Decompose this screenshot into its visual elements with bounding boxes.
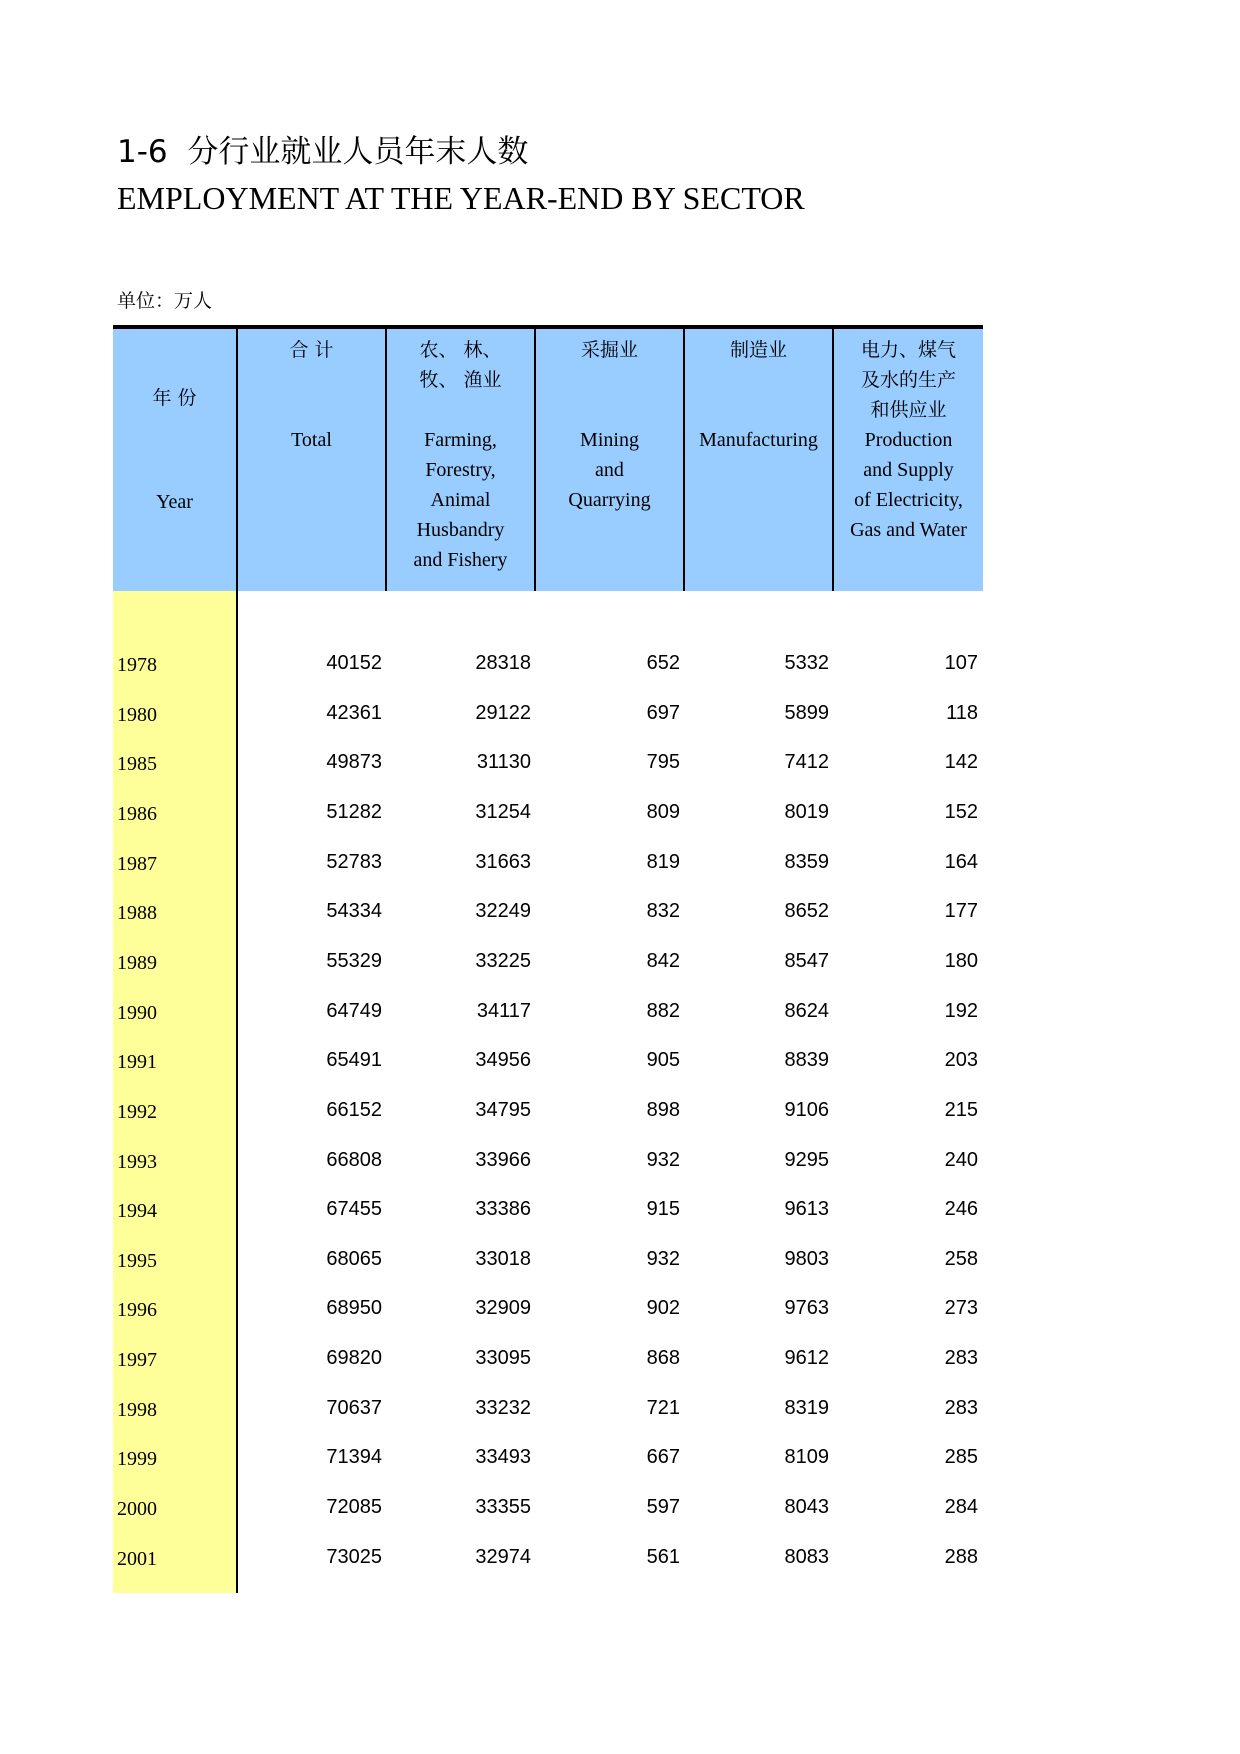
mining-cell: 932 [646,1248,680,1270]
table-row [113,702,989,732]
header-line: Husbandry [416,519,505,541]
year-cell: 1996 [117,1299,157,1321]
header-line: 农、 林、 [419,339,502,361]
utilities-cell: 215 [944,1099,978,1121]
table-row [113,1347,989,1377]
year-cell: 1997 [117,1349,157,1371]
farming-cell: 33018 [475,1248,531,1270]
year-cell: 2000 [117,1498,157,1520]
table-row [113,1397,989,1427]
total-cell: 73025 [326,1546,382,1568]
year-cell: 1986 [117,803,157,825]
utilities-cell: 107 [944,652,978,674]
farming-cell: 33225 [475,950,531,972]
header-line: Mining [580,429,639,451]
manufacturing-cell: 9613 [784,1198,829,1220]
manufacturing-cell: 9763 [784,1297,829,1319]
total-cell: 55329 [326,950,382,972]
manufacturing-cell: 8359 [784,851,829,873]
table-row [113,1248,989,1278]
year-cell: 1978 [117,654,157,676]
year-cell: 2001 [117,1548,157,1570]
header-line: Production [864,429,953,451]
header-line: and [595,459,624,481]
utilities-cell: 118 [946,702,978,724]
farming-cell: 34795 [475,1099,531,1121]
table-row [113,1000,989,1030]
year-cell: 1991 [117,1051,157,1073]
manufacturing-cell: 8839 [784,1049,829,1071]
header-total-cn [238,335,385,365]
header-line: of Electricity, [854,489,963,511]
header-utilities-en [834,425,983,545]
mining-cell: 721 [646,1397,680,1419]
table-row [113,1149,989,1179]
utilities-cell: 285 [944,1446,978,1468]
header-line: Total [291,429,332,451]
manufacturing-cell: 9803 [784,1248,829,1270]
table-row [113,1546,989,1576]
header-line: 年 份 [152,387,197,409]
total-cell: 54334 [326,900,382,922]
manufacturing-cell: 8019 [784,801,829,823]
farming-cell: 33493 [475,1446,531,1468]
header-year-en [113,487,236,517]
utilities-cell: 203 [944,1049,978,1071]
table-row [113,801,989,831]
total-cell: 71394 [326,1446,382,1468]
manufacturing-cell: 8083 [784,1546,829,1568]
total-cell: 51282 [326,801,382,823]
year-cell: 1989 [117,952,157,974]
mining-cell: 898 [646,1099,680,1121]
manufacturing-cell: 8109 [784,1446,829,1468]
total-cell: 49873 [326,751,382,773]
header-mining-en [536,425,683,515]
utilities-cell: 152 [944,801,978,823]
farming-cell: 33966 [475,1149,531,1171]
total-cell: 65491 [326,1049,382,1071]
year-cell: 1987 [117,853,157,875]
table-row [113,1049,989,1079]
mining-cell: 868 [646,1347,680,1369]
year-cell: 1998 [117,1399,157,1421]
header-line: 和供应业 [870,399,947,421]
header-line: Farming, [424,429,497,451]
total-cell: 66808 [326,1149,382,1171]
table-row [113,900,989,930]
header-mining-cn [536,335,683,365]
mining-cell: 819 [646,851,680,873]
table-row [113,851,989,881]
table-row [113,1496,989,1526]
unit-label: 单位：万人 [117,290,213,312]
header-total-en [238,425,385,455]
mining-cell: 561 [646,1546,680,1568]
manufacturing-cell: 8652 [784,900,829,922]
year-column-divider [236,591,238,1593]
header-manufacturing-cn [685,335,832,365]
farming-cell: 31663 [475,851,531,873]
manufacturing-cell: 8319 [784,1397,829,1419]
farming-cell: 33095 [475,1347,531,1369]
mining-cell: 795 [646,751,680,773]
farming-cell: 34956 [475,1049,531,1071]
year-cell: 1988 [117,902,157,924]
total-cell: 72085 [326,1496,382,1518]
header-total [238,325,387,591]
mining-cell: 842 [646,950,680,972]
header-line: Manufacturing [699,429,818,451]
header-line: 合 计 [289,339,334,361]
manufacturing-cell: 9612 [784,1347,829,1369]
mining-cell: 667 [646,1446,680,1468]
total-cell: 52783 [326,851,382,873]
year-cell: 1995 [117,1250,157,1272]
table-title-cn: 分行业就业人员年末人数 [187,134,529,170]
farming-cell: 28318 [475,652,531,674]
utilities-cell: 284 [944,1496,978,1518]
header-farming-cn [387,335,534,395]
header-line: and Supply [863,459,954,481]
year-cell: 1994 [117,1200,157,1222]
utilities-cell: 283 [944,1347,978,1369]
farming-cell: 29122 [475,702,531,724]
total-cell: 68065 [326,1248,382,1270]
manufacturing-cell: 5899 [784,702,829,724]
header-farming-en [387,425,534,575]
utilities-cell: 246 [944,1198,978,1220]
manufacturing-cell: 7412 [784,751,829,773]
farming-cell: 32249 [475,900,531,922]
header-line: 电力、煤气 [860,339,956,361]
year-cell: 1990 [117,1002,157,1024]
table-row [113,1297,989,1327]
mining-cell: 809 [646,801,680,823]
table-row [113,950,989,980]
utilities-cell: 288 [944,1546,978,1568]
utilities-cell: 142 [944,751,978,773]
table-row [113,1099,989,1129]
header-line: Quarrying [568,489,651,511]
utilities-cell: 283 [944,1397,978,1419]
header-line: Year [156,491,193,513]
year-cell: 1985 [117,753,157,775]
total-cell: 69820 [326,1347,382,1369]
mining-cell: 915 [646,1198,680,1220]
utilities-cell: 164 [944,851,978,873]
total-cell: 68950 [326,1297,382,1319]
header-line: 牧、 渔业 [419,369,502,391]
table-row [113,751,989,781]
table-row [113,1446,989,1476]
farming-cell: 32909 [475,1297,531,1319]
mining-cell: 597 [646,1496,680,1518]
header-line: 采掘业 [580,339,638,361]
farming-cell: 34117 [476,1000,531,1022]
utilities-cell: 177 [944,900,978,922]
total-cell: 64749 [326,1000,382,1022]
year-cell: 1980 [117,704,157,726]
header-manufacturing [685,325,834,591]
farming-cell: 33232 [475,1397,531,1419]
header-mining [536,325,685,591]
farming-cell: 33386 [475,1198,531,1220]
header-line: and Fishery [413,549,508,571]
header-line: 制造业 [729,339,787,361]
header-line: Forestry, [425,459,496,481]
header-utilities [834,325,983,591]
year-cell: 1992 [117,1101,157,1123]
table-number: 1-6 [117,134,168,170]
manufacturing-cell: 8624 [784,1000,829,1022]
mining-cell: 932 [646,1149,680,1171]
manufacturing-cell: 8043 [784,1496,829,1518]
year-cell: 1999 [117,1448,157,1470]
header-line: 及水的生产 [860,369,956,391]
mining-cell: 882 [646,1000,680,1022]
header-farming [387,325,536,591]
table-row [113,1198,989,1228]
utilities-cell: 273 [944,1297,978,1319]
header-year [113,325,238,591]
header-line: Gas and Water [850,519,967,541]
table-row [113,652,989,682]
mining-cell: 905 [646,1049,680,1071]
mining-cell: 652 [646,652,680,674]
utilities-cell: 240 [944,1149,978,1171]
total-cell: 40152 [326,652,382,674]
page-title-en: EMPLOYMENT AT THE YEAR-END BY SECTOR [117,180,805,216]
header-manufacturing-en [685,425,832,455]
total-cell: 42361 [326,702,382,724]
utilities-cell: 180 [944,950,978,972]
header-utilities-cn [834,335,983,425]
page-title-cn [117,126,528,171]
farming-cell: 32974 [475,1546,531,1568]
manufacturing-cell: 8547 [784,950,829,972]
total-cell: 67455 [326,1198,382,1220]
utilities-cell: 192 [944,1000,978,1022]
manufacturing-cell: 5332 [784,652,829,674]
manufacturing-cell: 9295 [784,1149,829,1171]
year-column-band [113,591,238,1593]
manufacturing-cell: 9106 [784,1099,829,1121]
header-year-cn [113,383,236,413]
total-cell: 70637 [326,1397,382,1419]
farming-cell: 31130 [476,751,531,773]
mining-cell: 902 [646,1297,680,1319]
year-cell: 1993 [117,1151,157,1173]
farming-cell: 31254 [475,801,531,823]
mining-cell: 697 [646,702,680,724]
farming-cell: 33355 [475,1496,531,1518]
total-cell: 66152 [326,1099,382,1121]
header-line: Animal [430,489,491,511]
mining-cell: 832 [646,900,680,922]
utilities-cell: 258 [944,1248,978,1270]
